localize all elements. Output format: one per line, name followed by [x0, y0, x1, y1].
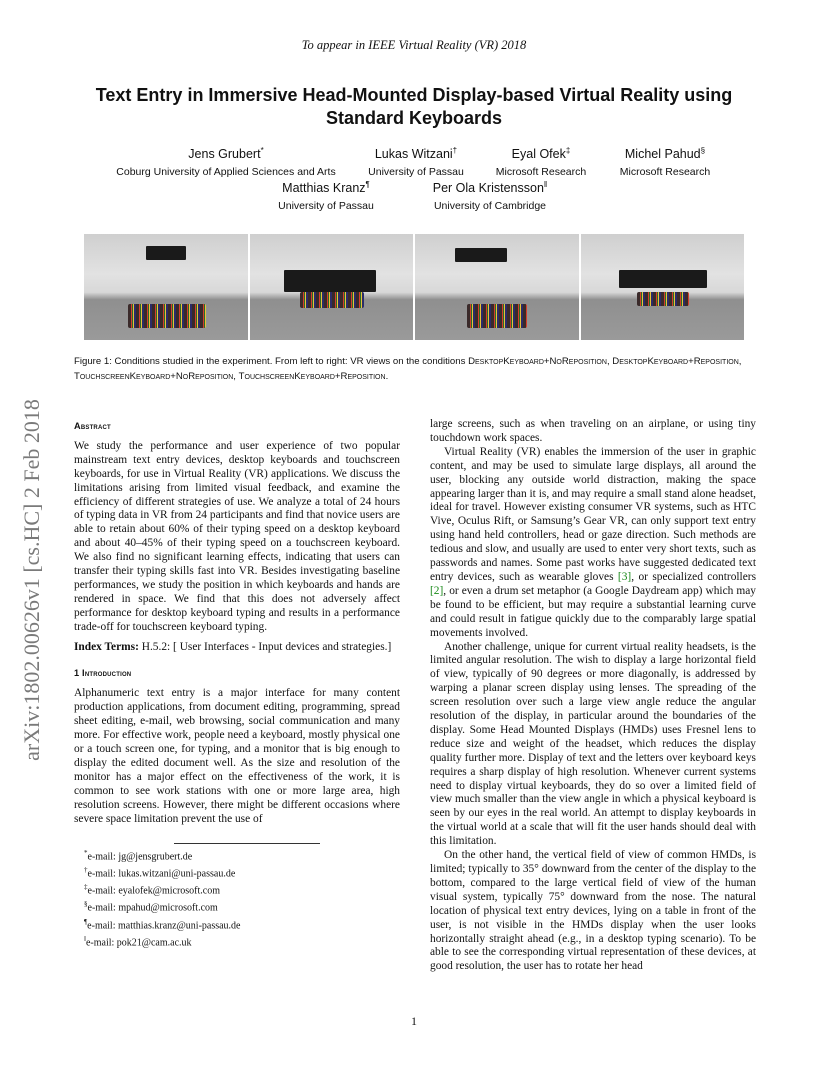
- author-grubert: Jens Grubert* Coburg University of Applied Sciences and Arts: [108, 143, 344, 179]
- figure-caption: Figure 1: Conditions studied in the experiment. From left to right: VR views on the conditions DesktopKeyboard+NoReposition, DesktopKeyboard+Reposition, TouchscreenKeyboard+NoReposition, TouchscreenKeyboard+Reposition.: [74, 356, 742, 382]
- abstract-heading: Abstract: [74, 421, 111, 431]
- footnote: ‡e-mail: eyalofek@microsoft.com: [84, 883, 220, 897]
- footnote: ‖e-mail: pok21@cam.ac.uk: [84, 934, 192, 948]
- condition-label: DesktopKeyboard+NoReposition: [468, 356, 607, 367]
- author-affiliation: Coburg University of Applied Sciences and Arts: [116, 166, 336, 179]
- author-name: Eyal Ofek: [511, 147, 566, 162]
- footnote-divider: [174, 843, 320, 844]
- vr-view-touchscreen-noreposition: [415, 234, 579, 340]
- figure-1: [84, 234, 744, 340]
- author-affiliation: University of Passau: [368, 166, 464, 179]
- arxiv-identifier: arXiv:1802.00626v1 [cs.HC] 2 Feb 2018: [19, 399, 44, 761]
- author-kristensson: Per Ola Kristensson‖ University of Cambridge: [420, 177, 560, 213]
- footnotes: [84, 847, 400, 950]
- intro-paragraph: Alphanumeric text entry is a major interface for many content production applications, from document editing, programming, spread sheet editing, e-mail, web browsing, social communication and many more. For effective work, people need a keyboard, mostly physical one or a touch screen one, for typing, and a monitor that is big enough to display the edited document well. As the size and resolution of the monitor has a major effect on the effectiveness of the work, it is common to see work stations with one or more large area, high resolution screens. However, there might be different occasions where severe space limitation prevent the use of: [74, 687, 400, 825]
- vr-view-desktop-reposition: [250, 234, 414, 340]
- author-name: Jens Grubert: [188, 147, 261, 162]
- body-paragraph: large screens, such as when traveling on an airplane, or using tiny touchdown work spaces.: [430, 418, 756, 444]
- author-name: Per Ola Kristensson: [432, 181, 544, 196]
- author-affiliation: Microsoft Research: [495, 166, 587, 179]
- condition-label: DesktopKeyboard+Reposition: [612, 356, 739, 367]
- author-affiliation: University of Passau: [278, 200, 374, 213]
- running-header: To appear in IEEE Virtual Reality (VR) 2018: [301, 38, 527, 52]
- author-pahud: Michel Pahud§ Microsoft Research: [608, 143, 722, 179]
- vr-view-desktop-noreposition: [84, 234, 248, 340]
- author-name: Lukas Witzani: [374, 147, 453, 162]
- body-paragraph: On the other hand, the vertical field of view of common HMDs, is limited; typically to 35° downward from the center of the display to the bottom, compared to the large vertical field of view of the human visual system, typically 75° downward from the nose. The natural location of physical text entry devices, lying on a table in front of the user, is not visible in the HMDs display when the user looks horizontally straight ahead (e.g., in a desktop typing scenario). To be able to see the corresponding virtual representation of these devices, at good resolution, the user has to rotate her head: [430, 849, 756, 973]
- author-ofek: Eyal Ofek‡ Microsoft Research: [486, 143, 596, 179]
- page-number: 1: [411, 1014, 417, 1028]
- body-paragraph: Another challenge, unique for current virtual reality headsets, is the limited angular resolution. The wish to display a large horizontal field of view, typically of 90 degrees or more diagonally, is addressed by warping a planar screen display using lenses. The spreading of the screen resolution over such a large view angle reduce the angular resolution of the display, in particular around the boundaries of the display. Some Head Mounted Displays (HMDs) uses Fresnel lens to reduce size and weight of the headset, which reduces the display quality further more. Display of text and the letters over keyboard keys requires a sharp display of high resolution. Whenever current systems need to display virtual keyboards, they do so over a limited field of view much smaller than the view angle in which a physical keyboard is seen by our eyes in the real world. An attempt to display keyboards in the virtual world at a scale that will fit the user hands should deal with this limitation.: [430, 640, 756, 848]
- author-name: Matthias Kranz: [282, 181, 366, 196]
- body-paragraph: Virtual Reality (VR) enables the immersion of the user in graphic content, and may be used to simulate large displays, all around the user, blocking any outside world distraction, making the space appearing larger than it is, and may require a small stand alone headset, ideal for travel. However existing consumer VR systems, such as HTC Vive, Oculus Rift, or Samsung’s Gear VR, can only support text entry using hand held controllers, head or gaze direction. Such methods are tedious and slow, and usually are used to enter very short texts, such as passwords and names. Some past works have suggested dedicated text entry devices, such as wearable gloves [3], or specialized controllers [2], or even a drum set metaphor (a Google Daydream app) which may be found to be efficient, but may require a substantial learning curve and could result in fatigue quickly due to the comparably large spatial movements involved.: [430, 445, 757, 639]
- author-name: Michel Pahud: [624, 147, 701, 162]
- citation-link[interactable]: [2]: [430, 584, 444, 597]
- abstract-text: We study the performance and user experience of two popular mainstream text entry devices, desktop keyboards and touchscreen keyboards, for use in Virtual Reality (VR) applications. We discuss the limitations arising from limited visual feedback, and examine the efficiency of different strategies of use. We analyze a total of 24 hours of typing data in VR from 24 participants and find that novice users are able to retain about 60% of their typing speed on a desktop keyboard and about 40–45% of their typing speed on a touchscreen keyboard. We also find no significant learning effects, indicating that users can transfer their typing skills fast into VR. Besides investigating baseline performances, we study the position in which keyboards and hands are rendered in space. We find that this does not adversely affect performance for desktop keyboard typing and results in a performance trade-off for touchscreen keyboard typing.: [74, 439, 400, 633]
- right-column: [430, 418, 756, 974]
- footnote: §e-mail: mpahud@microsoft.com: [84, 900, 218, 914]
- author-witzani: Lukas Witzani† University of Passau: [356, 143, 476, 179]
- citation-link[interactable]: [3]: [617, 570, 632, 583]
- section-heading-introduction: 1 Introduction: [74, 667, 132, 678]
- condition-label: TouchscreenKeyboard+NoReposition: [74, 371, 234, 382]
- footnote: †e-mail: lukas.witzani@uni-passau.de: [84, 866, 236, 880]
- author-kranz: Matthias Kranz¶ University of Passau: [262, 177, 390, 213]
- condition-label: TouchscreenKeyboard+Reposition: [238, 371, 386, 382]
- author-affiliation: Microsoft Research: [619, 166, 711, 179]
- footnote: *e-mail: jg@jensgrubert.de: [84, 849, 193, 863]
- paper-title: Text Entry in Immersive Head-Mounted Display-based Virtual Reality using Standard Keyboards: [95, 85, 733, 128]
- author-affiliation: University of Cambridge: [433, 200, 547, 213]
- index-terms: Index Terms: H.5.2: [ User Interfaces - Input devices and strategies.]: [74, 640, 392, 653]
- left-column: [74, 420, 400, 826]
- footnote: ¶e-mail: matthias.kranz@uni-passau.de: [84, 917, 241, 931]
- vr-view-touchscreen-reposition: [581, 234, 745, 340]
